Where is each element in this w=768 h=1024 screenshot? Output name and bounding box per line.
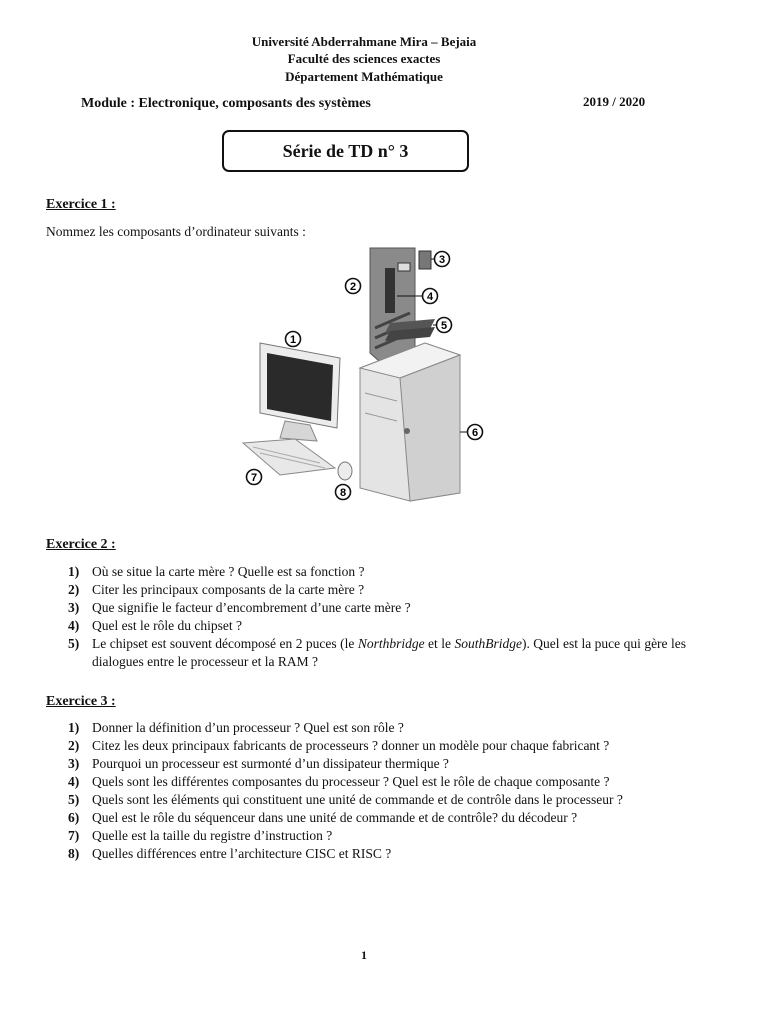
callout-6-label: 6 xyxy=(471,427,479,439)
monitor-illustration xyxy=(260,343,340,441)
exercise-3-questions xyxy=(60,719,686,863)
callout-7 xyxy=(247,470,262,485)
mouse-illustration xyxy=(338,462,352,480)
processor-illustration xyxy=(419,251,431,269)
exercise-2-title: Exercice 2 : xyxy=(46,537,116,552)
question-number: 2) xyxy=(68,582,80,597)
list-item xyxy=(60,563,686,581)
exercise-3-title: Exercice 3 : xyxy=(46,694,116,709)
question-number: 5) xyxy=(68,636,80,651)
list-item xyxy=(60,827,686,845)
callout-6 xyxy=(460,425,483,440)
callout-1-label: 1 xyxy=(289,334,297,346)
page-number: 1 xyxy=(361,948,367,962)
list-item xyxy=(60,581,686,599)
list-item xyxy=(60,617,686,635)
faculty-name: Faculté des sciences exactes xyxy=(287,51,441,66)
series-title: Série de TD n° 3 xyxy=(282,140,409,161)
question-text: Quelle est la taille du registre d’instruction ? xyxy=(92,828,333,843)
question-text-b: et le xyxy=(424,636,455,651)
question-text: Quelles différences entre l’architecture CISC et RISC ? xyxy=(92,846,392,861)
academic-year: 2019 / 2020 xyxy=(583,94,646,109)
question-number: 4) xyxy=(68,618,80,633)
question-number: 1) xyxy=(68,720,80,735)
question-number: 6) xyxy=(68,810,80,825)
callout-8 xyxy=(336,485,351,500)
question-text: Pourquoi un processeur est surmonté d’un dissipateur thermique ? xyxy=(92,756,449,771)
question-text: Où se situe la carte mère ? Quelle est sa fonction ? xyxy=(92,564,365,579)
question-number: 1) xyxy=(68,564,80,579)
question-number: 4) xyxy=(68,774,80,789)
list-item xyxy=(60,755,686,773)
northbridge-term: Northbridge xyxy=(357,636,425,651)
question-text-a: Le chipset est souvent décomposé en 2 puces (le xyxy=(92,636,358,651)
list-item xyxy=(60,773,686,791)
question-text: Quel est le rôle du chipset ? xyxy=(92,618,242,633)
question-text: Citer les principaux composants de la carte mère ? xyxy=(92,582,365,597)
question-text: Quel est le rôle du séquenceur dans une unité de commande et de contrôle? du décodeur ? xyxy=(92,810,578,825)
university-name: Université Abderrahmane Mira – Bejaia xyxy=(251,34,477,49)
callout-8-label: 8 xyxy=(339,487,347,499)
list-item xyxy=(60,635,686,671)
callout-5 xyxy=(433,318,452,333)
list-item xyxy=(60,719,686,737)
list-item xyxy=(60,791,686,809)
question-number: 2) xyxy=(68,738,80,753)
callout-3 xyxy=(431,252,450,267)
callout-3-label: 3 xyxy=(438,254,446,266)
question-text: Quels sont les éléments qui constituent une unité de commande et de contrôle dans le processeur ? xyxy=(92,792,623,807)
exercise-1-title: Exercice 1 : xyxy=(46,197,116,212)
question-number: 8) xyxy=(68,846,80,861)
question-text-c: ). Quel est la puce qui gère les dialogues entre le processeur et la RAM ? xyxy=(92,636,687,669)
exercise-1-intro: Nommez les composants d’ordinateur suivants : xyxy=(46,224,306,239)
exercise-2-questions xyxy=(60,563,686,671)
callout-2 xyxy=(346,279,361,294)
callout-5-label: 5 xyxy=(440,320,448,332)
question-text: Que signifie le facteur d’encombrement d’une carte mère ? xyxy=(92,600,411,615)
question-number: 5) xyxy=(68,792,80,807)
southbridge-term: SouthBridge xyxy=(454,636,522,651)
list-item xyxy=(60,809,686,827)
callout-4-label: 4 xyxy=(426,291,434,303)
question-text: Quels sont les différentes composantes du processeur ? Quel est le rôle de chaque composante ? xyxy=(92,774,610,789)
callout-2-label: 2 xyxy=(349,281,357,293)
question-number: 3) xyxy=(68,600,80,615)
tower-case-illustration xyxy=(360,343,460,501)
module-title: Module : Electronique, composants des systèmes xyxy=(81,96,371,111)
list-item xyxy=(60,737,686,755)
question-text: Citez les deux principaux fabricants de processeurs ? donner un modèle pour chaque fabricant ? xyxy=(92,738,610,753)
question-text: Donner la définition d’un processeur ? Quel est son rôle ? xyxy=(92,720,404,735)
callout-7-label: 7 xyxy=(250,472,258,484)
series-title-box xyxy=(222,130,469,172)
list-item xyxy=(60,845,686,863)
question-number: 7) xyxy=(68,828,80,843)
callout-1 xyxy=(286,332,301,347)
computer-components-figure xyxy=(225,243,495,505)
department-name: Département Mathématique xyxy=(285,69,443,84)
question-number: 3) xyxy=(68,756,80,771)
list-item xyxy=(60,599,686,617)
